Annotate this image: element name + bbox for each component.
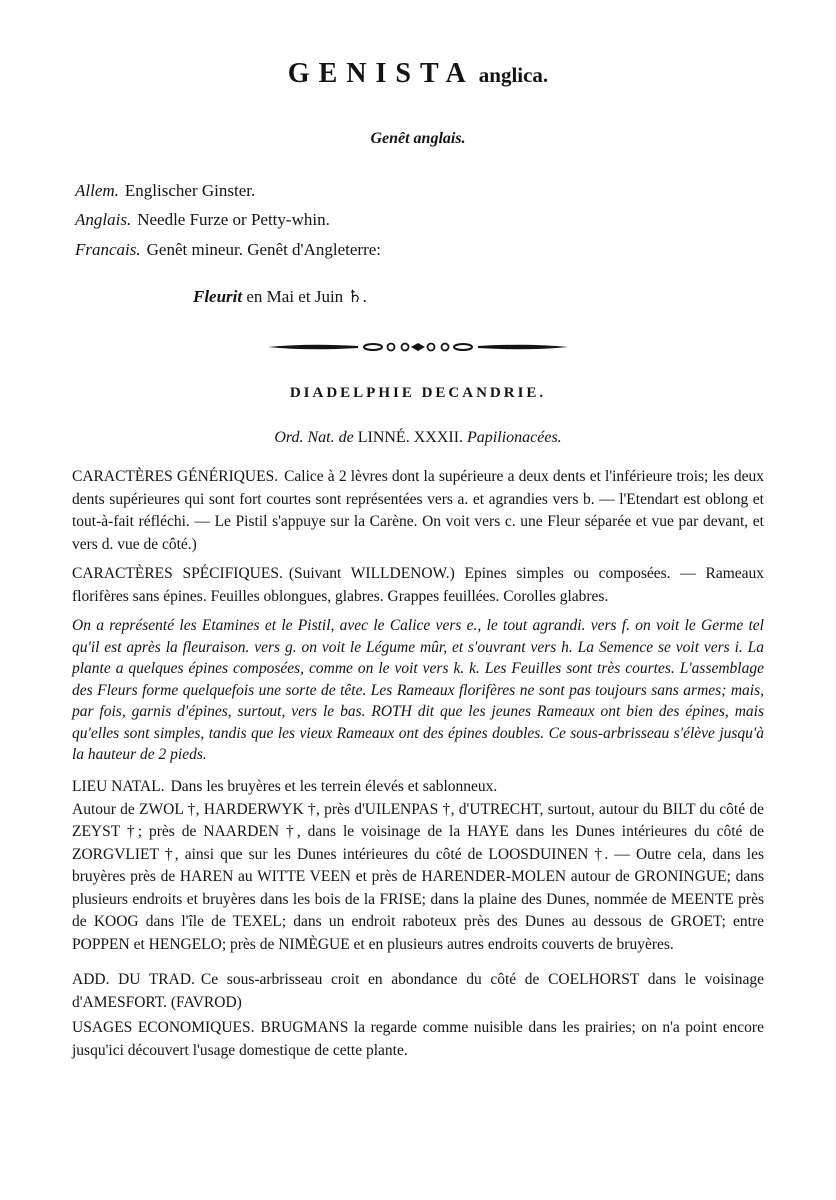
page-title: [0, 58, 836, 90]
ornamental-rule: [268, 340, 568, 359]
figure-description: [72, 615, 764, 766]
translator-note: [72, 969, 764, 1014]
flowering-label: Fleurit: [193, 287, 243, 306]
specific-label: CARACTÈRES SPÉCIFIQUES.: [72, 565, 283, 582]
order-number: XXXII.: [413, 429, 464, 446]
vernacular-german: [75, 181, 255, 201]
order-author: LINNÉ.: [357, 429, 410, 446]
vernacular-lang: Anglais.: [75, 210, 132, 229]
habitat-text: Autour de ZWOL †, HARDERWYK †, près d'UILENPAS †, d'UTRECHT, surtout, autour du BILT du côté de ZEYST †; près de NAARDEN †, dans le voisinage de la HAYE dans les Dunes intérieures du côté de ZORGVLIET †, ainsi que sur les Dunes intérieures du côté de LOOSDUINEN †. — Outre cela, dans les bruyères près de HAREN au WITTE VEEN et près de HARENDER-MOLEN autour de GRONINGUE; dans plusieurs endroits et bruyères dans les bois de la FRISE; dans la plaine des Dunes, nommée de MEENTE près de KOOG dans l'île de TEXEL; dans un endroit raboteux près des Dunes au dessous de GROET; entre POPPEN et HENGELO; près de NIMÈGUE et en plusieurs autres endroits couverts de bruyères.: [72, 800, 764, 953]
specific-text: (Suivant WILLDENOW.) Epines simples ou composées. — Rameaux florifères sans épines. Feuilles oblongues, glabres. Grappes feuillées. Corolles glabres.: [72, 565, 765, 605]
vernacular-name: Englischer Ginster.: [124, 181, 256, 200]
translator-text: Ce sous-arbrisseau croit en abondance du côté de COELHORST dans le voisinage d'AMESFORT. (FAVROD): [72, 971, 764, 1011]
order-prefix: Ord. Nat. de: [274, 429, 354, 446]
economic-label: USAGES ECONOMIQUES.: [72, 1019, 255, 1036]
vernacular-english: [75, 210, 330, 230]
translator-label: ADD. DU TRAD.: [72, 971, 195, 988]
flowering-line: [193, 287, 367, 307]
economic-text: BRUGMANS la regarde comme nuisible dans les prairies; on n'a point encore jusqu'ici découvert l'usage domestique de cette plante.: [72, 1019, 764, 1059]
flowering-text: en Mai et Juin ♄.: [246, 287, 367, 306]
specific-characters: [72, 563, 764, 608]
description-text: On a représenté les Etamines et le Pistil, avec le Calice vers e., le tout agrandi. vers f. on voit le Germe tel qu'il est après la fleuraison. vers g. on voit le Légume mûr, et s'ouvrant vers h. La Semence se voit vers i. La plante a quelques épines composées, comme on le voit vers k. k. Les Feuilles sont très courtes. L'assemblage des Fleurs forme quelquefois une sorte de tête. Les Rameaux florifères ne sont pas toujours sans armes; mais, par fois, garnis d'épines, surtout, vers le bas. ROTH dit que les jeunes Rameaux ont bien des épines, mais qu'elles sont simples, tandis que les vieux Rameaux ont des épines doubles. Ce sous-arbrisseau s'élève jusqu'à la hauteur de 2 pieds.: [72, 617, 764, 763]
economic-uses: [72, 1017, 764, 1062]
order-family: Papilionacées.: [467, 429, 562, 446]
genus-name: GENISTA: [287, 58, 475, 89]
french-name: Genêt anglais.: [370, 130, 466, 147]
vernacular-name: Genêt mineur. Genêt d'Angleterre:: [146, 240, 382, 259]
vernacular-french: [75, 240, 381, 260]
habitat-label: LIEU NATAL.: [72, 778, 165, 795]
vernacular-name: Needle Furze or Petty-whin.: [137, 210, 330, 229]
habitat-intro: Dans les bruyères et les terrein élevés et sablonneux.: [170, 778, 498, 795]
generic-label: CARACTÈRES GÉNÉRIQUES.: [72, 468, 279, 485]
species-name: anglica.: [478, 63, 549, 87]
vernacular-lang: Allem.: [75, 181, 119, 200]
habitat: [72, 776, 764, 956]
generic-characters: [72, 466, 764, 556]
vernacular-lang: Francais.: [75, 240, 141, 259]
linnean-class: DIADELPHIE DECANDRIE.: [289, 385, 547, 401]
natural-order: [0, 429, 836, 447]
generic-text: Calice à 2 lèvres dont la supérieure a deux dents et l'inférieure trois; les deux dents supérieures qui sont fort courtes sont représentées vers a. et agrandies vers b. — l'Etendart est oblong et tout-à-fait réfléchi. — Le Pistil s'appuye sur la Carène. On voit vers c. une Fleur séparée et vue par devant, et vers d. vue de côté.): [72, 468, 764, 553]
